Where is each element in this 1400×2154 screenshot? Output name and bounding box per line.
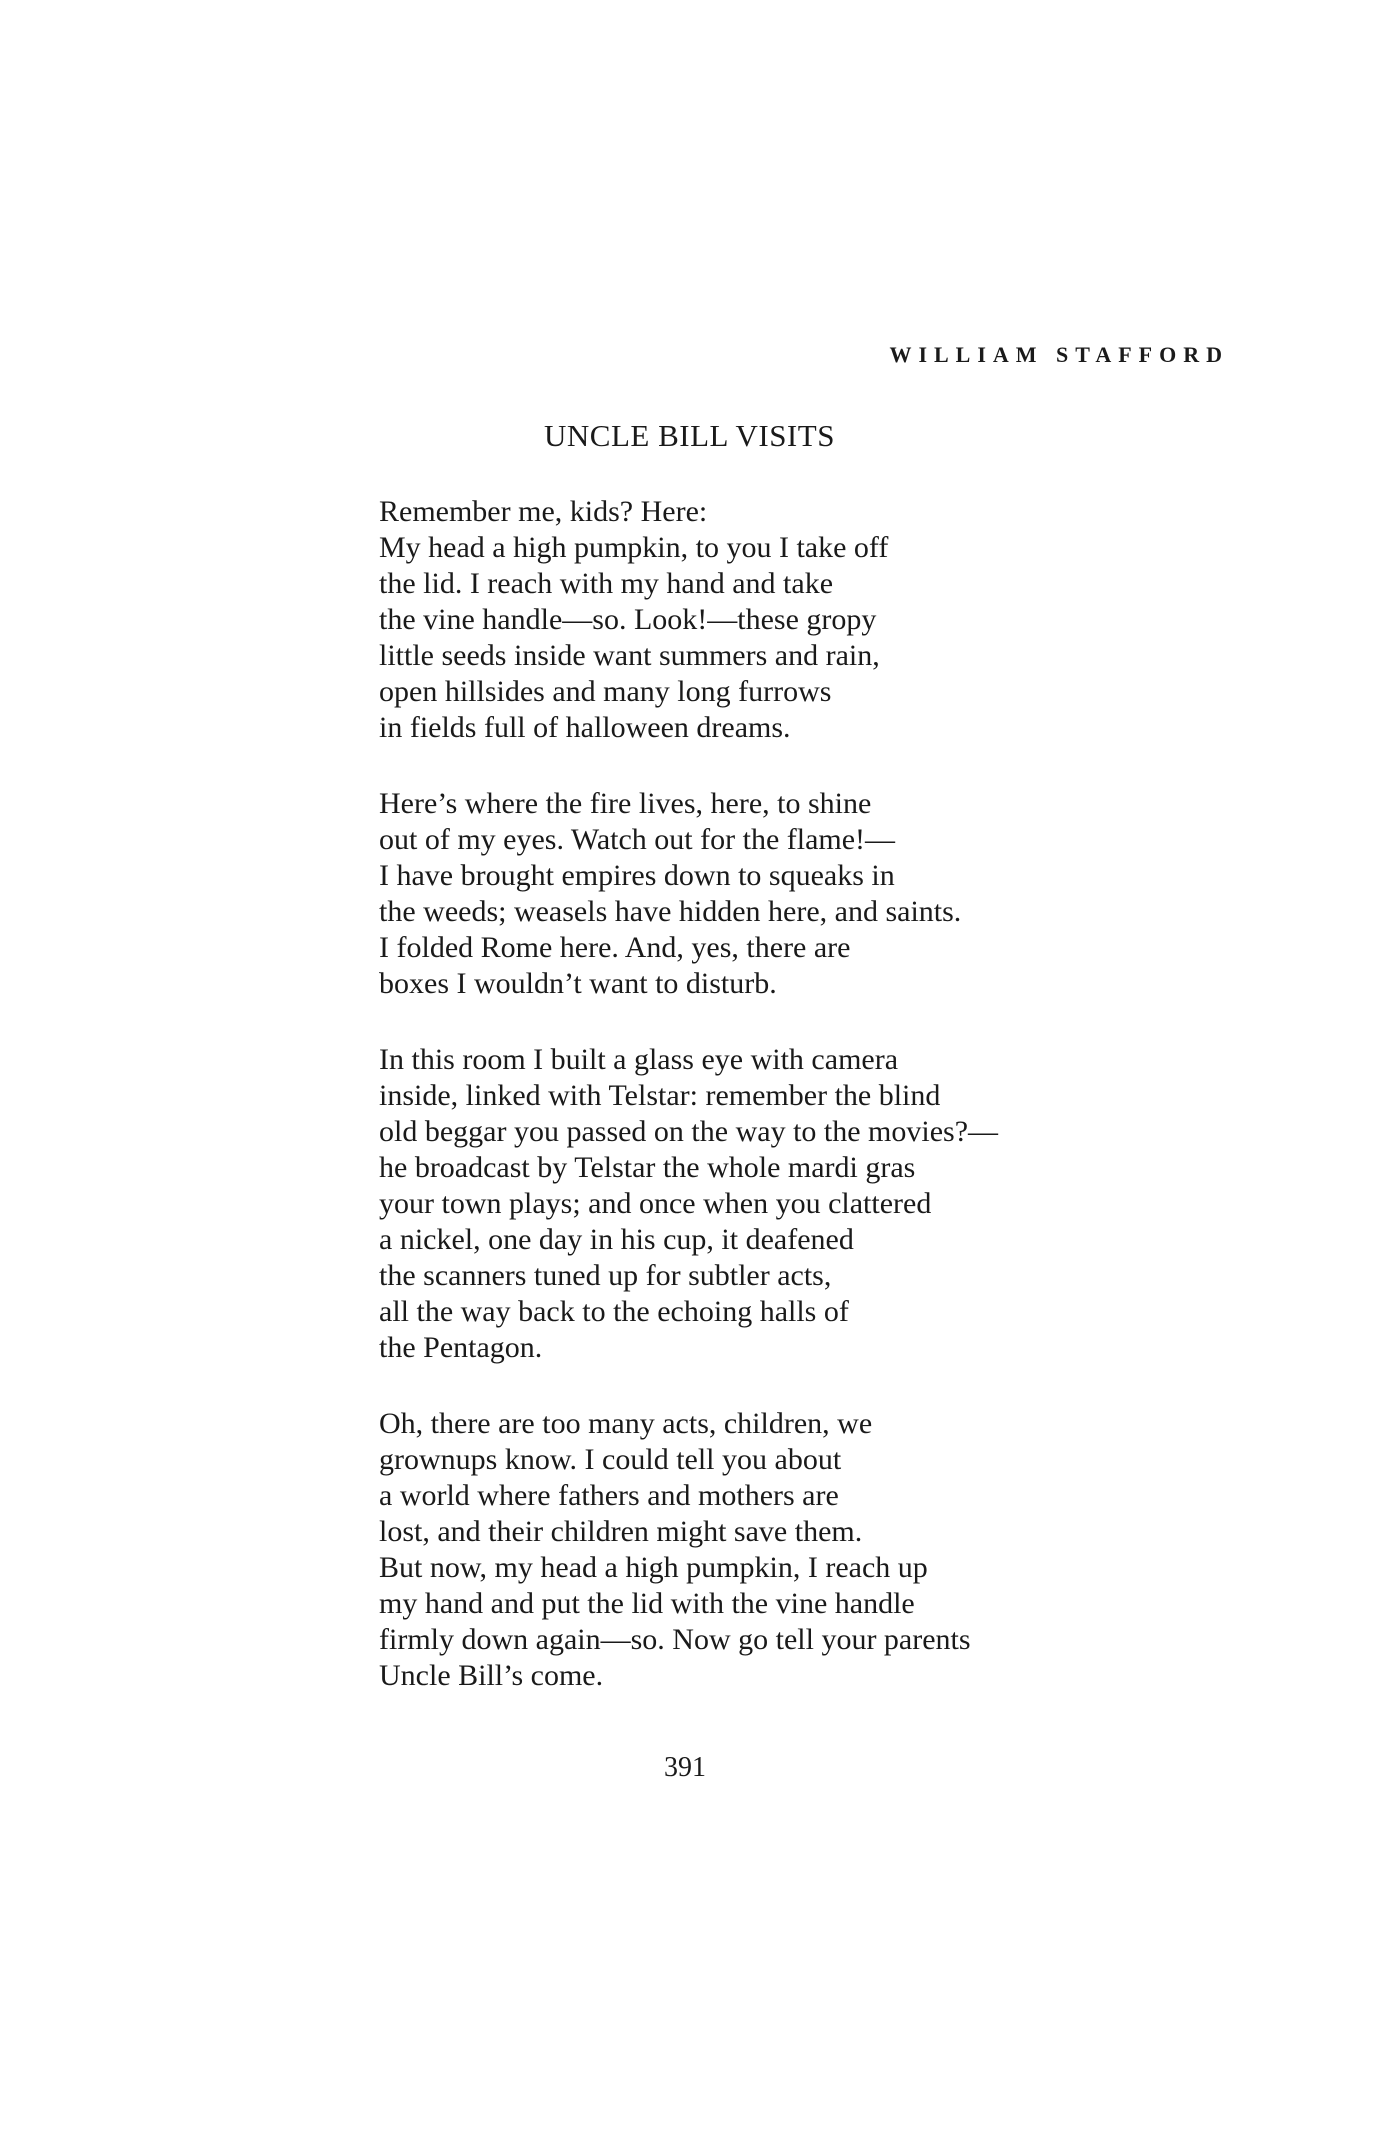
stanza-4: [379, 1406, 1239, 1694]
poem-line: Remember me, kids? Here:: [379, 495, 708, 528]
poem-line: the vine handle—so. Look!—these gropy: [379, 603, 877, 636]
poem-line: a world where fathers and mothers are: [379, 1479, 839, 1512]
stanza-3: [379, 1042, 1239, 1366]
poem-line: in fields full of halloween dreams.: [379, 711, 791, 744]
poem-line: my hand and put the lid with the vine handle: [379, 1587, 915, 1620]
poem-line: the Pentagon.: [379, 1331, 543, 1364]
poem-line: all the way back to the echoing halls of: [379, 1295, 849, 1328]
poem-line: open hillsides and many long furrows: [379, 675, 832, 708]
running-head-author: WILLIAM STAFFORD: [889, 342, 1229, 367]
poem-line: Here’s where the fire lives, here, to shine: [379, 787, 872, 820]
poem-line: My head a high pumpkin, to you I take off: [379, 531, 889, 564]
poem-line: out of my eyes. Watch out for the flame!—: [379, 823, 896, 856]
poem-line: he broadcast by Telstar the whole mardi gras: [379, 1151, 916, 1184]
stanza-2: [379, 786, 1239, 1002]
poem-line: boxes I wouldn’t want to disturb.: [379, 967, 777, 1000]
poem-line: little seeds inside want summers and rain,: [379, 639, 880, 672]
poem-line: lost, and their children might save them.: [379, 1515, 863, 1548]
poem-line: I have brought empires down to squeaks in: [379, 859, 895, 892]
poem-title: UNCLE BILL VISITS: [544, 418, 835, 453]
poem-line: the lid. I reach with my hand and take: [379, 567, 834, 600]
poem-line: the scanners tuned up for subtler acts,: [379, 1259, 832, 1292]
poem-line: firmly down again—so. Now go tell your parents: [379, 1623, 971, 1656]
poem-body: [379, 494, 1239, 1734]
poem-line: the weeds; weasels have hidden here, and saints.: [379, 895, 962, 928]
stanza-1: [379, 494, 1239, 746]
poem-line: your town plays; and once when you clattered: [379, 1187, 932, 1220]
poem-line: In this room I built a glass eye with camera: [379, 1043, 899, 1076]
poem-line: Uncle Bill’s come.: [379, 1659, 604, 1692]
poem-line: a nickel, one day in his cup, it deafened: [379, 1223, 854, 1256]
poem-line: inside, linked with Telstar: remember the blind: [379, 1079, 941, 1112]
poem-line: I folded Rome here. And, yes, there are: [379, 931, 851, 964]
page-number: 391: [664, 1752, 706, 1783]
poem-line: Oh, there are too many acts, children, we: [379, 1407, 873, 1440]
poem-line: old beggar you passed on the way to the movies?—: [379, 1115, 999, 1148]
poem-line: But now, my head a high pumpkin, I reach up: [379, 1551, 928, 1584]
poem-line: grownups know. I could tell you about: [379, 1443, 842, 1476]
